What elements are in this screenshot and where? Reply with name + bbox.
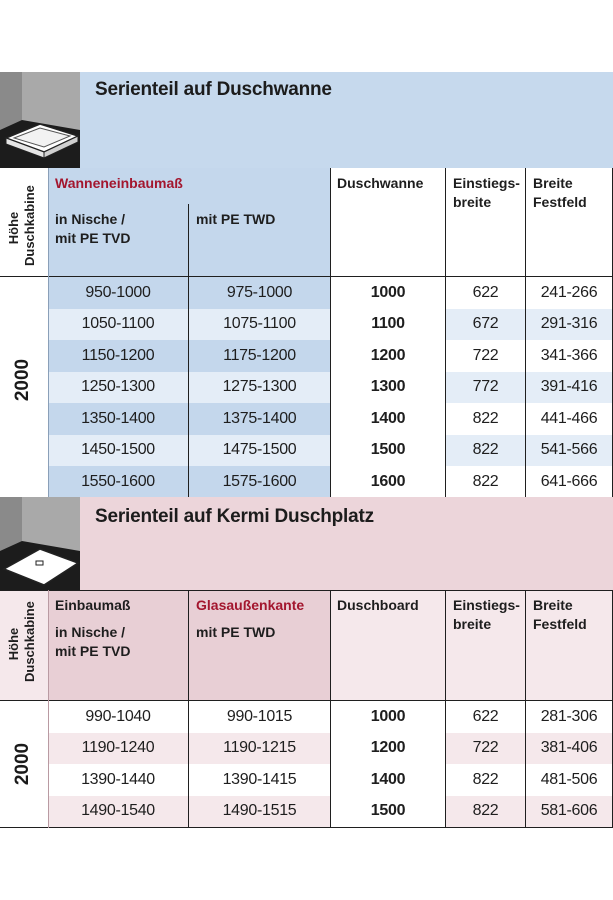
section1-col2-header: mit PE TWD [196, 211, 276, 227]
shower-floor-icon [0, 497, 80, 590]
section1-group-header: Wanneneinbaumaß [55, 175, 183, 191]
table-row [0, 403, 613, 435]
section1-col4-header: Einstiegs- breite [453, 175, 520, 210]
table-row [0, 309, 613, 341]
section1-col1-header: in Nische / mit PE TVD [55, 211, 131, 246]
table-cell: 1190-1215 [189, 733, 330, 765]
table-cell: 1000 [331, 277, 445, 309]
section2-col2-title: Glasaußenkante [196, 597, 305, 613]
table-cell: 822 [446, 764, 525, 796]
table-cell: 1450-1500 [48, 435, 188, 467]
table-row [0, 796, 613, 828]
table-cell: 622 [446, 277, 525, 309]
section2-col3-header: Duschboard [337, 597, 419, 613]
table-cell: 822 [446, 403, 525, 435]
table-row [0, 701, 613, 733]
table-cell: 975-1000 [189, 277, 330, 309]
section2-height-header: Höhe Duschkabine [6, 601, 37, 682]
table-cell: 1500 [331, 435, 445, 467]
table-cell: 822 [446, 466, 525, 498]
table-cell: 990-1015 [189, 701, 330, 733]
table-cell: 641-666 [526, 466, 612, 498]
table-cell: 291-316 [526, 309, 612, 341]
section2-height-value: 2000 [12, 742, 33, 786]
table-cell: 1400 [331, 764, 445, 796]
table-cell: 1075-1100 [189, 309, 330, 341]
section1-col3-header: Duschwanne [337, 175, 424, 191]
table-cell: 822 [446, 796, 525, 828]
table-cell: 1200 [331, 340, 445, 372]
table-cell: 772 [446, 372, 525, 404]
table-row [0, 277, 613, 309]
table-cell: 1250-1300 [48, 372, 188, 404]
section1-height-header: Höhe Duschkabine [6, 185, 37, 266]
table-cell: 1050-1100 [48, 309, 188, 341]
table-cell: 241-266 [526, 277, 612, 309]
section2-col4-header: Einstiegs- breite [453, 597, 520, 632]
table-cell: 822 [446, 435, 525, 467]
table-cell: 1390-1440 [48, 764, 188, 796]
table-cell: 722 [446, 340, 525, 372]
table-cell: 581-606 [526, 796, 612, 828]
section2-col1-header: in Nische / mit PE TVD [55, 624, 131, 659]
section2-banner [0, 497, 613, 590]
table-cell: 381-406 [526, 733, 612, 765]
table-cell: 1175-1200 [189, 340, 330, 372]
table-cell: 481-506 [526, 764, 612, 796]
table-cell: 1100 [331, 309, 445, 341]
table-cell: 990-1040 [48, 701, 188, 733]
table-cell: 1375-1400 [189, 403, 330, 435]
table-row [0, 764, 613, 796]
table-cell: 950-1000 [48, 277, 188, 309]
section2-table [0, 590, 613, 828]
table-cell: 1490-1540 [48, 796, 188, 828]
table-row [0, 372, 613, 404]
table-cell: 1500 [331, 796, 445, 828]
table-cell: 1150-1200 [48, 340, 188, 372]
section1-title: Serienteil auf Duschwanne [95, 79, 332, 100]
section1-banner [0, 72, 613, 168]
table-row [0, 733, 613, 765]
section2-col5-header: Breite Festfeld [533, 597, 587, 632]
table-cell: 441-466 [526, 403, 612, 435]
table-cell: 281-306 [526, 701, 612, 733]
table-cell: 672 [446, 309, 525, 341]
table-cell: 722 [446, 733, 525, 765]
section1-height-value: 2000 [12, 358, 33, 402]
section2-col2-header: mit PE TWD [196, 624, 276, 640]
table-cell: 1475-1500 [189, 435, 330, 467]
table-cell: 1350-1400 [48, 403, 188, 435]
shower-tray-icon [0, 72, 80, 168]
table-cell: 1000 [331, 701, 445, 733]
table-cell: 1390-1415 [189, 764, 330, 796]
table-cell: 1275-1300 [189, 372, 330, 404]
table-cell: 1550-1600 [48, 466, 188, 498]
table-cell: 541-566 [526, 435, 612, 467]
section1-col5-header: Breite Festfeld [533, 175, 587, 210]
table-cell: 1200 [331, 733, 445, 765]
section1-table [0, 168, 613, 497]
table-cell: 1575-1600 [189, 466, 330, 498]
table-row [0, 340, 613, 372]
table-cell: 1300 [331, 372, 445, 404]
table-cell: 1190-1240 [48, 733, 188, 765]
section2-col1-title: Einbaumaß [55, 597, 131, 613]
section2-title: Serienteil auf Kermi Duschplatz [95, 506, 374, 527]
table-cell: 1600 [331, 466, 445, 498]
table-cell: 622 [446, 701, 525, 733]
table-cell: 1400 [331, 403, 445, 435]
table-row [0, 466, 613, 498]
table-row [0, 435, 613, 467]
table-cell: 1490-1515 [189, 796, 330, 828]
table-cell: 391-416 [526, 372, 612, 404]
table-cell: 341-366 [526, 340, 612, 372]
